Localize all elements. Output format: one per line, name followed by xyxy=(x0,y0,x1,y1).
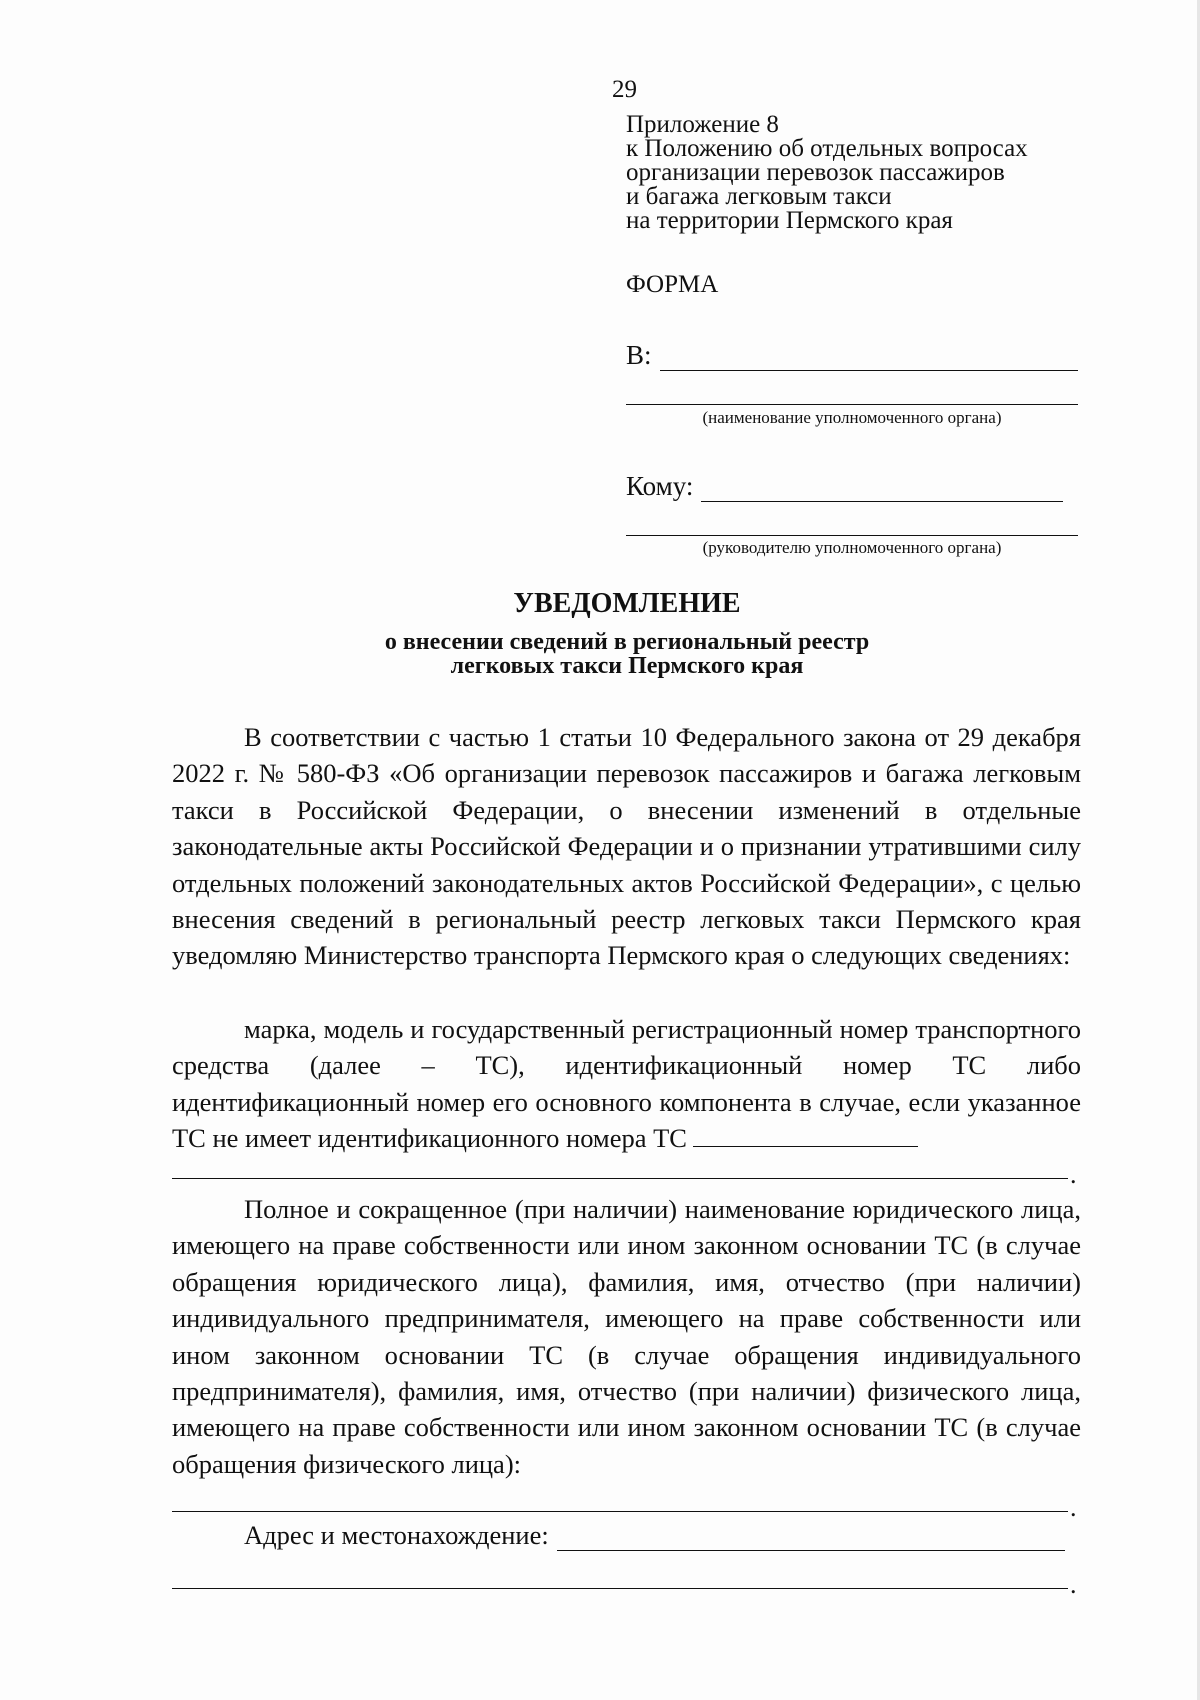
appendix-line: к Положению об отдельных вопросах xyxy=(626,135,1028,162)
address-label: Адрес и местонахождение: xyxy=(244,1520,549,1550)
authority-second-line xyxy=(626,404,1078,405)
appendix-line: на территории Пермского края xyxy=(626,207,953,234)
authority-field xyxy=(626,340,1078,371)
vehicle-paragraph xyxy=(172,1011,1081,1157)
subtitle-line: о внесении сведений в региональный реестр xyxy=(384,629,870,655)
vehicle-text: марка, модель и государственный регистрационный номер транспортного средства (далее – ТС), идентификационный номер ТС либо идентификационный номер его основного компонента в случае, если указанное ТС не имеет идентификационного номера ТС xyxy=(172,1014,1081,1154)
address-input-line xyxy=(557,1528,1065,1551)
owner-input-line xyxy=(172,1511,1068,1512)
appendix-header xyxy=(626,113,1028,233)
authority-caption: (наименование уполномоченного органа) xyxy=(702,408,1002,427)
appendix-line: организации перевозок пассажиров xyxy=(626,159,1005,186)
address-field xyxy=(244,1520,1065,1551)
form-label: ФОРМА xyxy=(626,271,719,298)
head-input-line xyxy=(701,479,1063,502)
line-end-mark: . xyxy=(1070,1160,1077,1189)
head-caption: (руководителю уполномоченного органа) xyxy=(702,538,1002,557)
head-label: Кому: xyxy=(626,471,694,501)
line-end-mark: . xyxy=(1070,1493,1077,1522)
authority-label: В: xyxy=(626,340,652,370)
subtitle-line: легковых такси Пермского края xyxy=(450,653,804,679)
appendix-line: Приложение 8 xyxy=(626,111,779,138)
head-second-line xyxy=(626,535,1078,536)
address-second-line xyxy=(172,1588,1068,1589)
line-end-mark: . xyxy=(1070,1570,1077,1599)
vehicle-input-line xyxy=(693,1126,918,1147)
document-subtitle xyxy=(0,630,1200,678)
page-number: 29 xyxy=(612,76,637,103)
head-field xyxy=(626,471,1063,502)
authority-input-line xyxy=(660,348,1078,371)
vehicle-second-line xyxy=(172,1178,1068,1179)
appendix-line: и багажа легковым такси xyxy=(626,183,892,210)
document-title: УВЕДОМЛЕНИЕ xyxy=(513,588,741,619)
owner-paragraph: Полное и сокращенное (при наличии) наименование юридического лица, имеющего на праве собственности или ином законном основании ТС (в случае обращения юридического лица), фамилия, имя, отчество (при наличии) индивидуального предпринимателя, имеющего на праве собственности или ином законном основании ТС (в случае обращения индивидуального предпринимателя), фамилия, имя, отчество (при наличии) физического лица, имеющего на праве собственности или ином законном основании ТС (в случае обращения физического лица): xyxy=(172,1194,1081,1479)
intro-paragraph: В соответствии с частью 1 статьи 10 Федерального закона от 29 декабря 2022 г. № 580-ФЗ «Об организации перевозок пассажиров и багажа легковым такси в Российской Федерации, о внесении изменений в отдельные законодательные акты Российской Федерации и о признании утратившими силу отдельных положений законодательных актов Российской Федерации», с целью внесения сведений в региональный реестр легковых такси Пермского края уведомляю Министерство транспорта Пермского края о следующих сведениях: xyxy=(172,722,1081,971)
